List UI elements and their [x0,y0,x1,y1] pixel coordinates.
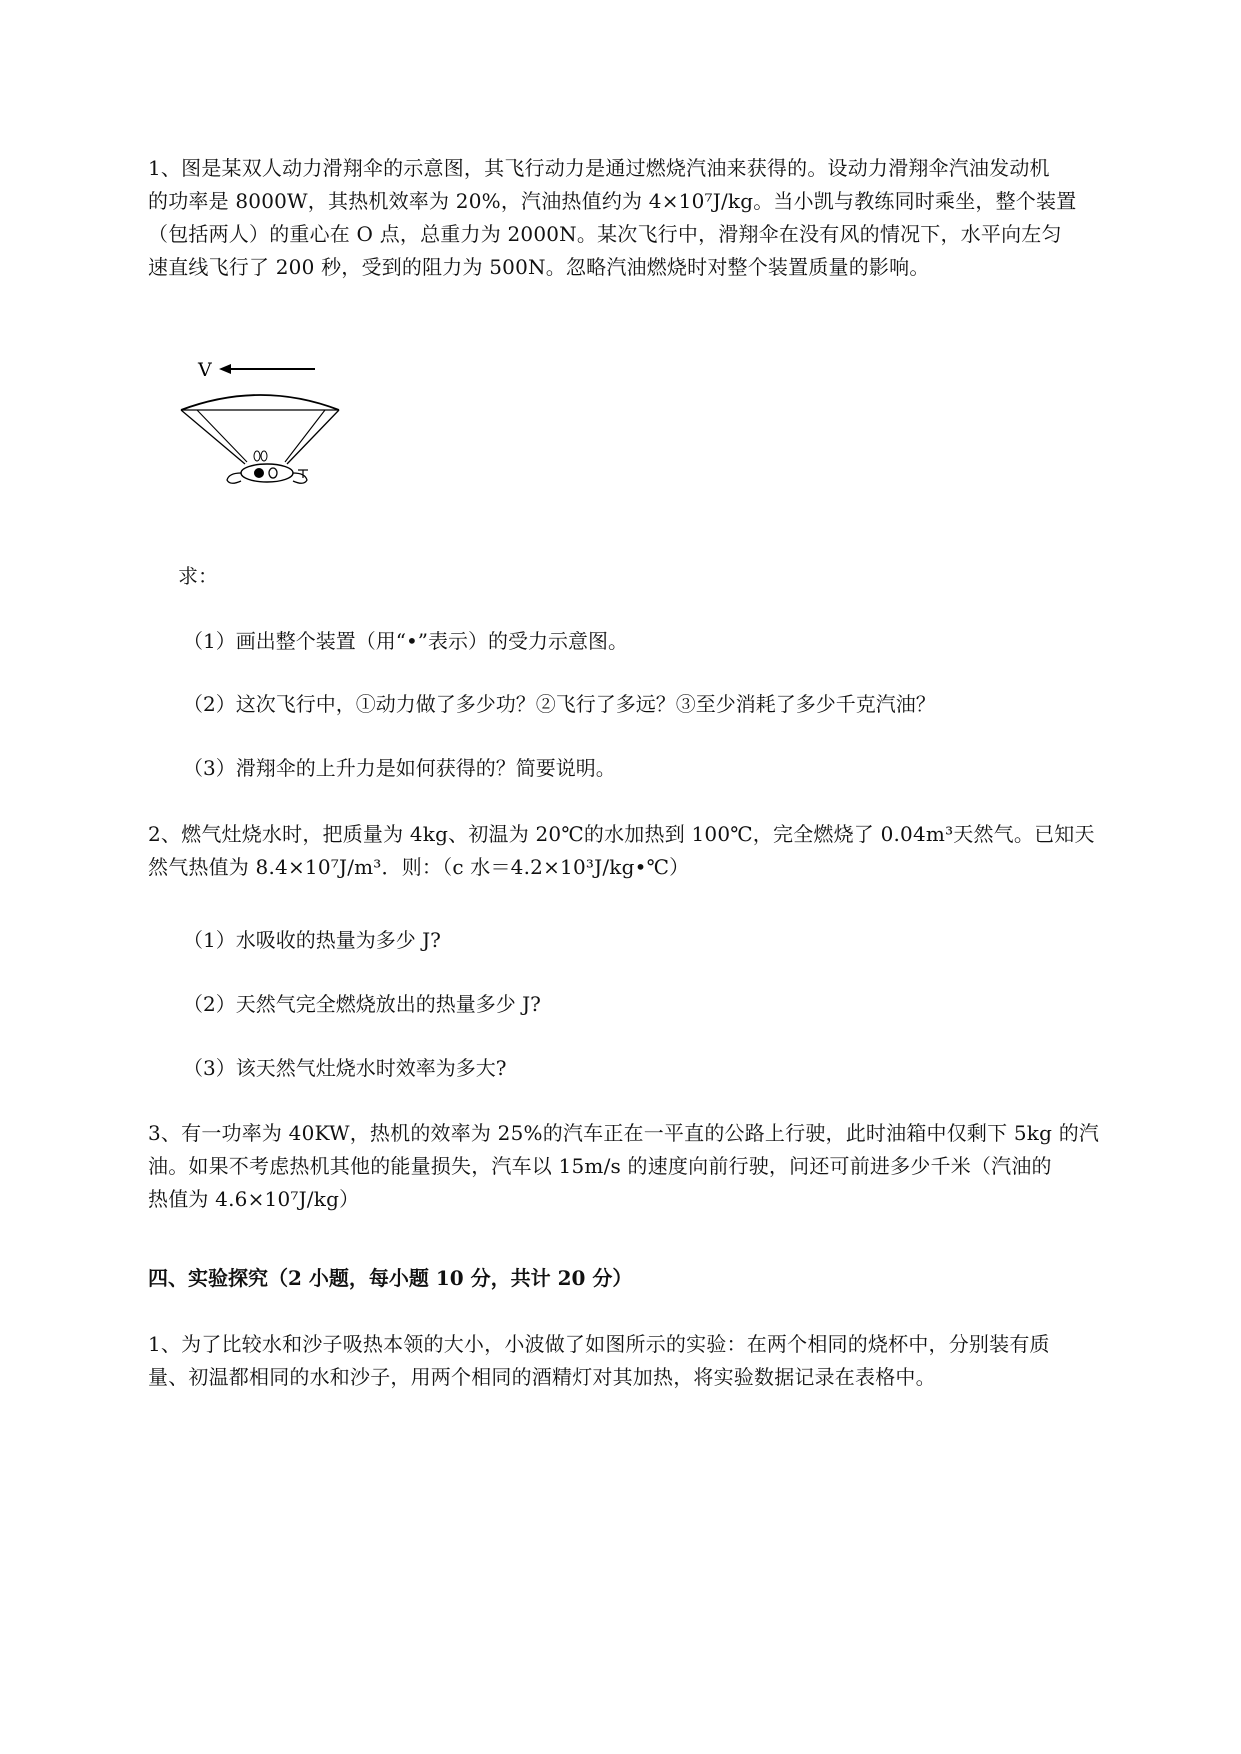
problem-1-text [148,152,1148,284]
harness-body [241,464,293,482]
problem-2-sub-1: （1）水吸收的热量为多少 J? [183,928,441,952]
left-line-inner [197,410,247,462]
problem-1-sub-2: （2）这次飞行中，①动力做了多少功？②飞行了多远？③至少消耗了多少千克汽油？ [183,692,936,716]
problem-2-sub-2: （2）天然气完全燃烧放出的热量多少 J? [183,992,541,1016]
velocity-arrow-head [219,364,231,374]
left-line-outer [181,410,245,464]
gravity-center-point [254,468,264,478]
problem-2-line-1: 2、燃气灶烧水时，把质量为 4kg、初温为 20℃的水加热到 100℃，完全燃烧了 0.04m³天然气。已知天 [148,822,1095,846]
right-line-outer [287,410,339,464]
problem-2-sub-3: （3）该天然气灶烧水时效率为多大? [183,1056,507,1080]
problem-3-line-1: 3、有一功率为 40KW，热机的效率为 25%的汽车正在一平直的公路上行驶，此时油箱中仅剩下 5kg 的汽 [148,1121,1100,1145]
right-wheel-strut [293,473,307,483]
problem-1-sub-1: （1）画出整个装置（用“•”表示）的受力示意图。 [183,629,628,653]
problem-1-ask: 求： [178,564,218,588]
problem-1-line-4: 速直线飞行了 200 秒，受到的阻力为 500N。忽略汽油燃烧时对整个装置质量的影响。 [148,255,930,279]
problem-1-line-2: 的功率是 8000W，其热机效率为 20%，汽油热值约为 4×10⁷J/kg。当小凯与教练同时乘坐，整个装置 [148,189,1077,213]
section-4-q1-line-2: 量、初温都相同的水和沙子，用两个相同的酒精灯对其加热，将实验数据记录在表格中。 [148,1365,936,1389]
paraglider-figure [175,352,350,512]
canopy-arc [181,395,339,410]
problem-3-line-3: 热值为 4.6×10⁷J/kg） [148,1187,360,1211]
point-o [269,468,277,478]
pilot-figure [254,451,260,461]
problem-3-line-2: 油。如果不考虑热机其他的能量损失，汽车以 15m/s 的速度向前行驶，问还可前进多少千米（汽油的 [148,1154,1052,1178]
problem-1-line-1: 1、图是某双人动力滑翔伞的示意图，其飞行动力是通过燃烧汽油来获得的。设动力滑翔伞汽油发动机 [148,156,1050,180]
problem-1-line-3: （包括两人）的重心在 O 点，总重力为 2000N。某次飞行中，滑翔伞在没有风的情况下，水平向左匀 [148,222,1062,246]
section-4-q1-line-1: 1、为了比较水和沙子吸热本领的大小，小波做了如图所示的实验：在两个相同的烧杯中，分别装有质 [148,1332,1050,1356]
problem-1-sub-3: （3）滑翔伞的上升力是如何获得的？简要说明。 [183,756,616,780]
section-4-question-1 [148,1328,1148,1394]
paraglider-diagram [175,352,350,512]
problem-3-text [148,1117,1148,1216]
left-wheel-strut [227,473,241,483]
section-4-title: 四、实验探究（2 小题，每小题 10 分，共计 20 分） [148,1266,633,1290]
problem-2-text [148,818,1148,884]
velocity-label: V [198,359,212,381]
right-line-inner [285,410,325,462]
instructor-figure [261,451,267,461]
problem-2-line-2: 然气热值为 8.4×10⁷J/m³．则：（c 水＝4.2×10³J/kg•℃） [148,855,690,879]
